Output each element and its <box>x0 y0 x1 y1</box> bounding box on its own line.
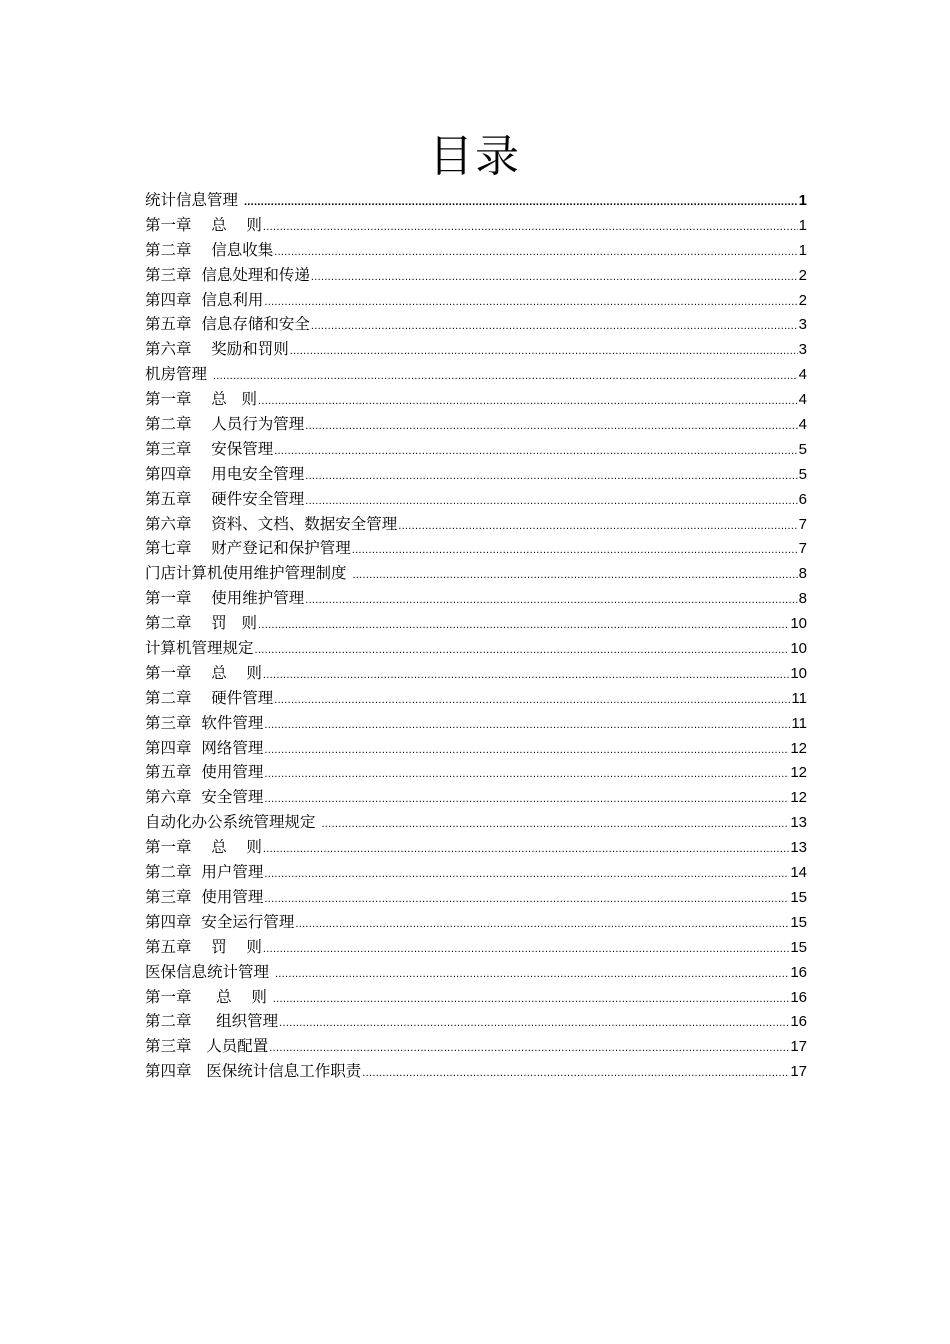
toc-entry[interactable] <box>145 636 807 661</box>
toc-entry-page-number: 10 <box>790 664 807 682</box>
toc-entry-label: 第二章 用户管理 <box>145 863 264 882</box>
toc-dot-leader <box>264 785 789 812</box>
toc-entry-label: 第五章 硬件安全管理 <box>145 489 305 508</box>
toc-entry-label: 第三章 使用管理 <box>145 887 264 906</box>
toc-entry[interactable] <box>145 213 807 238</box>
toc-entry[interactable] <box>145 810 807 835</box>
toc-dot-leader <box>398 512 797 539</box>
toc-entry-label: 第三章 信息处理和传递 <box>145 265 310 284</box>
toc-dot-leader <box>264 860 789 887</box>
toc-dot-leader <box>264 736 789 763</box>
page-title: 目录 <box>429 131 521 183</box>
toc-entry[interactable] <box>145 785 807 810</box>
toc-entry-label: 第二章 人员行为管理 <box>145 415 305 434</box>
toc-entry-label: 第四章 用电安全管理 <box>145 464 305 483</box>
toc-entry[interactable] <box>145 437 807 462</box>
toc-entry[interactable] <box>145 188 807 213</box>
toc-entry[interactable] <box>145 960 807 985</box>
toc-entry-label: 自动化办公系统管理规定 <box>145 813 321 832</box>
toc-entry-page-number: 1 <box>798 216 807 234</box>
toc-entry[interactable] <box>145 337 807 362</box>
toc-entry-label: 第三章 人员配置 <box>145 1037 269 1056</box>
toc-entry-label: 第六章 安全管理 <box>145 788 264 807</box>
toc-dot-leader <box>269 1034 789 1061</box>
toc-entry-page-number: 1 <box>798 192 807 209</box>
toc-dot-leader <box>352 561 797 588</box>
toc-dot-leader <box>264 885 789 912</box>
toc-entry[interactable] <box>145 611 807 636</box>
toc-dot-leader <box>258 387 798 414</box>
toc-entry-label: 第一章 总 则 <box>145 987 272 1006</box>
toc-entry[interactable] <box>145 736 807 761</box>
toc-entry-page-number: 4 <box>798 391 807 409</box>
toc-entry-label: 第三章 安保管理 <box>145 439 274 458</box>
toc-entry[interactable] <box>145 835 807 860</box>
toc-entry[interactable] <box>145 412 807 437</box>
toc-dot-leader <box>295 910 789 937</box>
toc-entry-page-number: 11 <box>791 689 807 707</box>
toc-entry-label: 第一章 总 则 <box>145 215 262 234</box>
toc-entry[interactable] <box>145 711 807 736</box>
toc-entry[interactable] <box>145 686 807 711</box>
toc-entry-label: 第四章 安全运行管理 <box>145 912 295 931</box>
toc-entry[interactable] <box>145 263 807 288</box>
toc-entry-page-number: 5 <box>798 465 807 483</box>
toc-entry-label: 计算机管理规定 <box>145 639 254 658</box>
toc-entry-page-number: 16 <box>790 963 807 981</box>
toc-entry[interactable] <box>145 536 807 561</box>
toc-dot-leader <box>275 960 789 987</box>
toc-entry-label: 第四章 医保统计信息工作职责 <box>145 1062 362 1081</box>
toc-entry-label: 第一章 总 则 <box>145 390 257 409</box>
toc-entry[interactable] <box>145 1059 807 1084</box>
table-of-contents <box>145 188 807 1084</box>
toc-dot-leader <box>305 586 797 613</box>
toc-entry-page-number: 14 <box>790 864 807 882</box>
toc-entry-label: 第五章 使用管理 <box>145 763 264 782</box>
toc-entry-page-number: 17 <box>790 1063 807 1081</box>
toc-entry[interactable] <box>145 238 807 263</box>
toc-entry-label: 第一章 总 则 <box>145 838 262 857</box>
toc-entry[interactable] <box>145 1009 807 1034</box>
toc-entry-page-number: 12 <box>790 789 807 807</box>
toc-entry-label: 第三章 软件管理 <box>145 713 264 732</box>
toc-entry-page-number: 16 <box>790 1013 807 1031</box>
toc-dot-leader <box>274 686 790 713</box>
toc-dot-leader <box>273 985 790 1012</box>
toc-entry[interactable] <box>145 312 807 337</box>
toc-dot-leader <box>305 462 797 489</box>
toc-dot-leader <box>263 213 798 240</box>
toc-entry-page-number: 1 <box>798 241 807 259</box>
toc-dot-leader <box>305 412 797 439</box>
toc-dot-leader <box>290 337 798 364</box>
toc-entry-page-number: 6 <box>798 490 807 508</box>
toc-entry[interactable] <box>145 561 807 586</box>
toc-entry[interactable] <box>145 1034 807 1059</box>
toc-entry[interactable] <box>145 288 807 313</box>
toc-entry-page-number: 4 <box>798 366 807 384</box>
toc-entry-label: 第一章 使用维护管理 <box>145 589 305 608</box>
toc-dot-leader <box>274 437 797 464</box>
toc-entry-page-number: 12 <box>790 739 807 757</box>
toc-entry-page-number: 2 <box>798 266 807 284</box>
toc-dot-leader <box>244 188 798 215</box>
toc-entry-page-number: 8 <box>798 590 807 608</box>
toc-dot-leader <box>263 935 789 962</box>
toc-entry-label: 第四章 网络管理 <box>145 738 264 757</box>
toc-entry-page-number: 15 <box>790 938 807 956</box>
toc-entry-page-number: 17 <box>790 1038 807 1056</box>
toc-entry[interactable] <box>145 487 807 512</box>
toc-entry-page-number: 10 <box>790 640 807 658</box>
toc-entry-label: 第二章 罚 则 <box>145 614 257 633</box>
toc-entry-page-number: 16 <box>790 988 807 1006</box>
toc-entry-label: 第七章 财产登记和保护管理 <box>145 539 351 558</box>
toc-dot-leader <box>279 1009 789 1036</box>
toc-entry-page-number: 15 <box>790 913 807 931</box>
toc-dot-leader <box>352 536 798 563</box>
toc-dot-leader <box>255 636 790 663</box>
toc-entry[interactable] <box>145 586 807 611</box>
toc-dot-leader <box>311 263 798 290</box>
toc-dot-leader <box>305 487 797 514</box>
toc-entry[interactable] <box>145 885 807 910</box>
toc-entry-label: 第二章 信息收集 <box>145 240 274 259</box>
toc-entry-page-number: 13 <box>790 814 807 832</box>
toc-dot-leader <box>258 611 789 638</box>
toc-entry-page-number: 10 <box>790 615 807 633</box>
toc-entry-page-number: 8 <box>798 565 807 583</box>
toc-entry-label: 机房管理 <box>145 365 212 384</box>
toc-dot-leader <box>264 760 789 787</box>
toc-entry[interactable] <box>145 512 807 537</box>
toc-entry-label: 第四章 信息利用 <box>145 290 264 309</box>
toc-entry[interactable] <box>145 362 807 387</box>
toc-dot-leader <box>311 312 798 339</box>
toc-entry-label: 门店计算机使用维护管理制度 <box>145 564 352 583</box>
toc-entry-page-number: 7 <box>798 515 807 533</box>
toc-entry-page-number: 12 <box>790 764 807 782</box>
toc-entry[interactable] <box>145 462 807 487</box>
toc-dot-leader <box>263 835 789 862</box>
toc-dot-leader <box>213 362 798 389</box>
toc-entry-page-number: 7 <box>798 540 807 558</box>
toc-entry-label: 第六章 资料、文档、数据安全管理 <box>145 514 398 533</box>
toc-entry-label: 第二章 硬件管理 <box>145 688 274 707</box>
toc-entry-page-number: 2 <box>798 291 807 309</box>
toc-dot-leader <box>263 661 789 688</box>
toc-entry-page-number: 13 <box>790 839 807 857</box>
toc-entry[interactable] <box>145 760 807 785</box>
toc-dot-leader <box>321 810 789 837</box>
toc-entry[interactable] <box>145 860 807 885</box>
toc-entry-label: 第一章 总 则 <box>145 663 262 682</box>
toc-entry-label: 第六章 奖励和罚则 <box>145 340 289 359</box>
toc-entry-page-number: 3 <box>798 316 807 334</box>
toc-entry[interactable] <box>145 661 807 686</box>
toc-entry-label: 第五章 罚 则 <box>145 937 262 956</box>
toc-entry-page-number: 4 <box>798 416 807 434</box>
toc-entry-page-number: 3 <box>798 341 807 359</box>
toc-entry-label: 医保信息统计管理 <box>145 962 274 981</box>
toc-entry-label: 统计信息管理 <box>145 191 243 209</box>
toc-entry[interactable] <box>145 387 807 412</box>
toc-entry[interactable] <box>145 985 807 1010</box>
toc-entry-page-number: 5 <box>798 440 807 458</box>
toc-dot-leader <box>264 711 790 738</box>
toc-entry-label: 第五章 信息存储和安全 <box>145 315 310 334</box>
toc-entry-page-number: 11 <box>791 714 807 732</box>
toc-entry-label: 第二章 组织管理 <box>145 1012 279 1031</box>
toc-entry-page-number: 15 <box>790 888 807 906</box>
toc-entry[interactable] <box>145 935 807 960</box>
toc-entry[interactable] <box>145 910 807 935</box>
toc-dot-leader <box>264 288 797 315</box>
toc-dot-leader <box>274 238 797 265</box>
toc-dot-leader <box>362 1059 789 1086</box>
